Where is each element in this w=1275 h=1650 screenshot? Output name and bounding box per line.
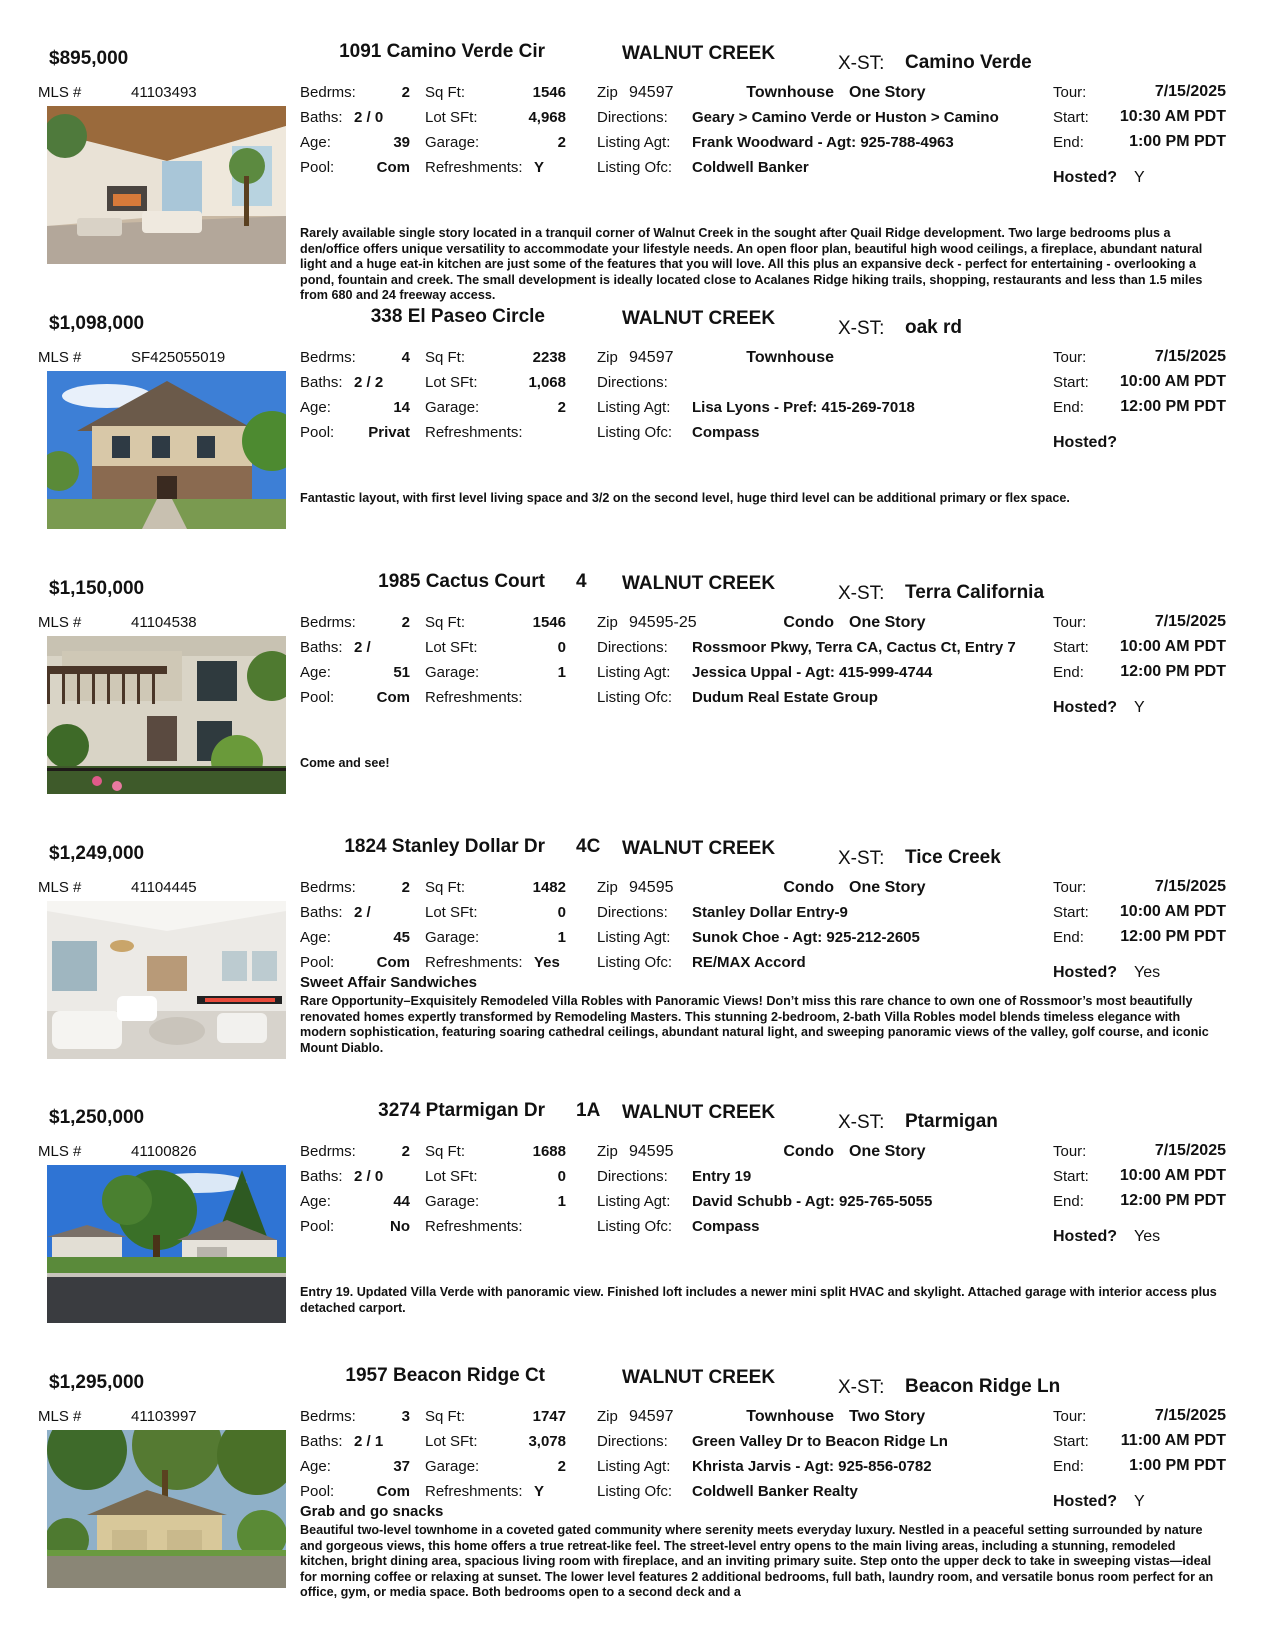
garage-label: Garage: [425, 1193, 480, 1210]
baths-label: Baths: [300, 109, 343, 126]
start-label: Start: [1053, 374, 1089, 391]
property-type: Townhouse [746, 349, 834, 366]
baths-value: 2 / [354, 904, 371, 921]
baths-label: Baths: [300, 1168, 343, 1185]
mls-label: MLS # [38, 879, 82, 896]
baths-value: 2 / 1 [354, 1433, 384, 1450]
end-label: End: [1053, 134, 1084, 151]
agent-value: Lisa Lyons - Pref: 415-269-7018 [692, 399, 915, 416]
directions-label: Directions: [597, 639, 668, 656]
bedrooms-label: Bedrms: [300, 879, 356, 896]
lot-value: 3,078 [528, 1433, 566, 1450]
listing-card [0, 568, 1275, 830]
tour-date: 7/15/2025 [1154, 1142, 1226, 1159]
sqft-label: Sq Ft: [425, 879, 466, 896]
property-type: Condo [783, 879, 834, 896]
listing-city: WALNUT CREEK [622, 43, 776, 64]
pool-label: Pool: [300, 954, 335, 971]
office-label: Listing Ofc: [597, 1218, 673, 1235]
refreshments-label: Refreshments: [425, 1483, 523, 1500]
zip-value: 94597 [629, 349, 674, 366]
agent-value: Jessica Uppal - Agt: 415-999-4744 [692, 664, 933, 681]
listing-address: 1091 Camino Verde Cir [339, 41, 545, 62]
mls-label: MLS # [38, 1143, 82, 1160]
office-value: Compass [692, 1218, 760, 1235]
pool-value: Com [376, 689, 410, 706]
end-label: End: [1053, 664, 1084, 681]
refreshments-label: Refreshments: [425, 954, 523, 971]
agent-label: Listing Agt: [597, 1458, 671, 1475]
tour-label: Tour: [1053, 879, 1087, 896]
agent-label: Listing Agt: [597, 929, 671, 946]
agent-label: Listing Agt: [597, 664, 671, 681]
agent-label: Listing Agt: [597, 134, 671, 151]
office-label: Listing Ofc: [597, 424, 673, 441]
pool-label: Pool: [300, 1218, 335, 1235]
cross-street-label: X-ST: [838, 53, 885, 74]
listing-description: Fantastic layout, with first level living space and 3/2 on the second level, huge third level can be additional primary or flex space. [300, 491, 1070, 505]
agent-label: Listing Agt: [597, 1193, 671, 1210]
pool-value: Com [376, 1483, 410, 1500]
listing-city: WALNUT CREEK [622, 838, 776, 859]
hosted-label: Hosted? [1053, 1493, 1117, 1510]
hosted-value: Y [1134, 169, 1145, 186]
refreshments-label: Refreshments: [425, 424, 523, 441]
zip-value: 94595 [629, 1143, 674, 1160]
pool-label: Pool: [300, 424, 335, 441]
zip-value: 94595-25 [629, 614, 697, 631]
zip-label: Zip [597, 349, 618, 366]
tour-date: 7/15/2025 [1154, 878, 1226, 895]
listing-unit: 1A [576, 1100, 601, 1121]
office-label: Listing Ofc: [597, 1483, 673, 1500]
cross-street-label: X-ST: [838, 1112, 885, 1133]
end-time: 1:00 PM PDT [1129, 133, 1226, 150]
cross-street-label: X-ST: [838, 1377, 885, 1398]
refreshments-label: Refreshments: [425, 159, 523, 176]
office-label: Listing Ofc: [597, 689, 673, 706]
garage-label: Garage: [425, 1458, 480, 1475]
zip-value: 94597 [629, 84, 674, 101]
age-value: 44 [393, 1193, 410, 1210]
mls-number: 41104445 [131, 879, 197, 896]
office-value: RE/MAX Accord [692, 954, 806, 971]
listing-address: 1957 Beacon Ridge Ct [345, 1365, 545, 1386]
pool-value: Privat [368, 424, 410, 441]
garage-value: 2 [557, 399, 566, 416]
mls-number: 41100826 [131, 1143, 197, 1160]
listing-card [0, 303, 1275, 565]
baths-value: 2 / 0 [354, 1168, 384, 1185]
refreshments-note: Grab and go snacks [300, 1503, 444, 1520]
listing-photo [47, 371, 286, 529]
refreshments-label: Refreshments: [425, 1218, 523, 1235]
listing-description: Beautiful two-level townhome in a coveted gated community where serenity meets everyday luxury. Nestled in a peaceful setting surrounded by nature and gorgeous views, this home offers a true retreat-like feel. The street-level entry opens to the main living areas, including a stunning, remodeled kitchen, bright dining area, spacious living room with fireplace, and an inviting primary suite. Step onto the upper deck to take in sweeping vistas—ideal for morning coffee or relaxing at sunset. The lower level features 2 additional bedrooms, full bath, laundry room, and versatile bonus room perfect for an office, gym, or media space. Both bedrooms open to a second deck and a [300, 1523, 1214, 1600]
office-label: Listing Ofc: [597, 159, 673, 176]
start-time: 10:00 AM PDT [1119, 638, 1226, 655]
sqft-value: 1688 [532, 1143, 566, 1160]
garage-label: Garage: [425, 664, 480, 681]
listing-card [0, 38, 1275, 303]
age-label: Age: [300, 1193, 331, 1210]
start-label: Start: [1053, 1168, 1089, 1185]
listing-unit: 4C [576, 836, 601, 857]
listing-address: 338 El Paseo Circle [370, 306, 545, 327]
mls-number: 41103493 [131, 84, 197, 101]
listing-address: 3274 Ptarmigan Dr [378, 1100, 545, 1121]
listing-photo [47, 636, 286, 794]
hosted-label: Hosted? [1053, 169, 1117, 186]
baths-label: Baths: [300, 374, 343, 391]
hosted-label: Hosted? [1053, 1228, 1117, 1245]
property-story: One Story [849, 879, 926, 896]
zip-label: Zip [597, 614, 618, 631]
start-time: 11:00 AM PDT [1120, 1432, 1226, 1449]
end-time: 12:00 PM PDT [1120, 398, 1226, 415]
directions-value: Rossmoor Pkwy, Terra CA, Cactus Ct, Entry 7 [692, 639, 1016, 656]
tour-label: Tour: [1053, 1143, 1087, 1160]
office-value: Compass [692, 424, 760, 441]
end-time: 12:00 PM PDT [1120, 663, 1226, 680]
hosted-value: Y [1134, 699, 1145, 716]
tour-date: 7/15/2025 [1154, 1407, 1226, 1424]
sqft-label: Sq Ft: [425, 349, 466, 366]
zip-value: 94595 [629, 879, 674, 896]
lot-value: 0 [557, 904, 566, 921]
directions-label: Directions: [597, 1168, 668, 1185]
sqft-label: Sq Ft: [425, 1143, 466, 1160]
cross-street-value: Camino Verde [905, 52, 1032, 73]
agent-label: Listing Agt: [597, 399, 671, 416]
directions-value: Entry 19 [692, 1168, 752, 1185]
lot-label: Lot SFt: [425, 374, 478, 391]
sqft-value: 1546 [532, 614, 566, 631]
age-label: Age: [300, 399, 331, 416]
directions-label: Directions: [597, 374, 668, 391]
listing-photo [47, 106, 286, 264]
listing-city: WALNUT CREEK [622, 308, 776, 329]
listing-city: WALNUT CREEK [622, 573, 776, 594]
start-time: 10:00 AM PDT [1119, 1167, 1226, 1184]
lot-label: Lot SFt: [425, 639, 478, 656]
end-time: 12:00 PM PDT [1120, 928, 1226, 945]
garage-label: Garage: [425, 929, 480, 946]
directions-value: Green Valley Dr to Beacon Ridge Ln [692, 1433, 948, 1450]
end-label: End: [1053, 399, 1084, 416]
listing-description: Entry 19. Updated Villa Verde with panoramic view. Finished loft includes a newer mini split HVAC and skylight. Attached garage with interior access plus detached carport. [300, 1285, 1217, 1315]
baths-value: 2 / 0 [354, 109, 384, 126]
mls-number: 41103997 [131, 1408, 197, 1425]
listing-price: $1,150,000 [49, 578, 145, 599]
listing-city: WALNUT CREEK [622, 1102, 776, 1123]
bedrooms-value: 3 [401, 1408, 410, 1425]
age-value: 45 [393, 929, 410, 946]
tour-date: 7/15/2025 [1154, 83, 1226, 100]
sqft-value: 1482 [532, 879, 566, 896]
property-type: Condo [783, 1143, 834, 1160]
office-label: Listing Ofc: [597, 954, 673, 971]
age-value: 51 [393, 664, 410, 681]
lot-label: Lot SFt: [425, 904, 478, 921]
garage-value: 1 [557, 929, 566, 946]
garage-value: 1 [557, 664, 566, 681]
tour-date: 7/15/2025 [1154, 613, 1226, 630]
property-type: Townhouse [746, 1408, 834, 1425]
bedrooms-value: 2 [401, 879, 410, 896]
start-label: Start: [1053, 639, 1089, 656]
listing-address: 1985 Cactus Court [378, 571, 545, 592]
office-value: Coldwell Banker Realty [692, 1483, 858, 1500]
bedrooms-label: Bedrms: [300, 1143, 356, 1160]
cross-street-label: X-ST: [838, 583, 885, 604]
listing-card [0, 1097, 1275, 1359]
property-story: Two Story [849, 1408, 926, 1425]
listing-price: $1,250,000 [49, 1107, 145, 1128]
baths-label: Baths: [300, 1433, 343, 1450]
zip-label: Zip [597, 1143, 618, 1160]
listing-photo [47, 1165, 286, 1323]
garage-value: 1 [557, 1193, 566, 1210]
mls-label: MLS # [38, 614, 82, 631]
listing-price: $895,000 [49, 48, 129, 69]
pool-label: Pool: [300, 1483, 335, 1500]
cross-street-value: Ptarmigan [905, 1111, 998, 1132]
sqft-value: 1546 [532, 84, 566, 101]
cross-street-label: X-ST: [838, 318, 885, 339]
bedrooms-label: Bedrms: [300, 84, 356, 101]
bedrooms-label: Bedrms: [300, 614, 356, 631]
lot-value: 4,968 [528, 109, 566, 126]
office-value: Coldwell Banker [692, 159, 809, 176]
hosted-value: Y [1134, 1493, 1145, 1510]
start-time: 10:00 AM PDT [1119, 373, 1226, 390]
refreshments-label: Refreshments: [425, 689, 523, 706]
refreshments-value: Yes [534, 954, 560, 971]
start-label: Start: [1053, 1433, 1089, 1450]
refreshments-note: Sweet Affair Sandwiches [300, 974, 477, 991]
lot-value: 0 [557, 1168, 566, 1185]
tour-label: Tour: [1053, 614, 1087, 631]
refreshments-value: Y [534, 1483, 545, 1500]
tour-label: Tour: [1053, 84, 1087, 101]
office-value: Dudum Real Estate Group [692, 689, 878, 706]
directions-label: Directions: [597, 1433, 668, 1450]
hosted-value: Yes [1134, 1228, 1161, 1245]
pool-label: Pool: [300, 159, 335, 176]
listing-description: Rare Opportunity–Exquisitely Remodeled Villa Robles with Panoramic Views! Don’t miss this rare chance to own one of Rossmoor’s most beautifully renovated homes expertly transformed by Remodeling Masters. This stunning 2-bedroom, 2-bath Villa Robles model blends timeless elegance with modern sophistication, featuring soaring cathedral ceilings, abundant natural light, and sweeping panoramic views of the valley, golf course, and iconic Mount Diablo. [300, 994, 1209, 1055]
garage-label: Garage: [425, 134, 480, 151]
lot-label: Lot SFt: [425, 1433, 478, 1450]
sqft-value: 2238 [532, 349, 566, 366]
property-type: Condo [783, 614, 834, 631]
listing-photo [47, 901, 286, 1059]
directions-label: Directions: [597, 109, 668, 126]
pool-label: Pool: [300, 689, 335, 706]
age-value: 39 [393, 134, 410, 151]
baths-value: 2 / 2 [354, 374, 384, 391]
lot-label: Lot SFt: [425, 109, 478, 126]
agent-value: Sunok Choe - Agt: 925-212-2605 [692, 929, 920, 946]
mls-label: MLS # [38, 1408, 82, 1425]
start-time: 10:30 AM PDT [1119, 108, 1226, 125]
listing-description: Come and see! [300, 756, 390, 770]
end-label: End: [1053, 1193, 1084, 1210]
baths-value: 2 / [354, 639, 371, 656]
directions-value: Geary > Camino Verde or Huston > Camino [692, 109, 999, 126]
directions-label: Directions: [597, 904, 668, 921]
age-value: 37 [393, 1458, 410, 1475]
refreshments-value: Y [534, 159, 545, 176]
agent-value: David Schubb - Agt: 925-765-5055 [692, 1193, 933, 1210]
property-story: One Story [849, 84, 926, 101]
cross-street-value: Terra California [905, 582, 1045, 603]
baths-label: Baths: [300, 639, 343, 656]
zip-label: Zip [597, 84, 618, 101]
mls-number: 41104538 [131, 614, 197, 631]
tour-date: 7/15/2025 [1154, 348, 1226, 365]
age-label: Age: [300, 1458, 331, 1475]
end-label: End: [1053, 929, 1084, 946]
listing-price: $1,295,000 [49, 1372, 145, 1393]
zip-label: Zip [597, 879, 618, 896]
lot-label: Lot SFt: [425, 1168, 478, 1185]
cross-street-value: oak rd [905, 317, 963, 338]
cross-street-label: X-ST: [838, 848, 885, 869]
agent-value: Khrista Jarvis - Agt: 925-856-0782 [692, 1458, 932, 1475]
end-time: 12:00 PM PDT [1120, 1192, 1226, 1209]
bedrooms-label: Bedrms: [300, 1408, 356, 1425]
hosted-value: Yes [1134, 964, 1161, 981]
garage-value: 2 [557, 1458, 566, 1475]
lot-value: 0 [557, 639, 566, 656]
mls-label: MLS # [38, 84, 82, 101]
listing-card [0, 1362, 1275, 1624]
hosted-label: Hosted? [1053, 699, 1117, 716]
sqft-label: Sq Ft: [425, 614, 466, 631]
agent-value: Frank Woodward - Agt: 925-788-4963 [692, 134, 954, 151]
listing-photo [47, 1430, 286, 1588]
age-value: 14 [393, 399, 410, 416]
directions-value: Stanley Dollar Entry-9 [692, 904, 848, 921]
sqft-label: Sq Ft: [425, 1408, 466, 1425]
cross-street-value: Tice Creek [905, 847, 1001, 868]
hosted-label: Hosted? [1053, 964, 1117, 981]
zip-value: 94597 [629, 1408, 674, 1425]
tour-label: Tour: [1053, 349, 1087, 366]
mls-label: MLS # [38, 349, 82, 366]
bedrooms-value: 2 [401, 614, 410, 631]
property-type: Townhouse [746, 84, 834, 101]
bedrooms-value: 4 [401, 349, 410, 366]
start-label: Start: [1053, 109, 1089, 126]
listing-address: 1824 Stanley Dollar Dr [344, 836, 545, 857]
cross-street-value: Beacon Ridge Ln [905, 1376, 1061, 1397]
listing-unit: 4 [576, 571, 587, 592]
tour-label: Tour: [1053, 1408, 1087, 1425]
start-time: 10:00 AM PDT [1119, 903, 1226, 920]
zip-label: Zip [597, 1408, 618, 1425]
bedrooms-label: Bedrms: [300, 349, 356, 366]
end-label: End: [1053, 1458, 1084, 1475]
property-story: One Story [849, 1143, 926, 1160]
garage-value: 2 [557, 134, 566, 151]
age-label: Age: [300, 929, 331, 946]
pool-value: Com [376, 954, 410, 971]
pool-value: No [390, 1218, 410, 1235]
garage-label: Garage: [425, 399, 480, 416]
listing-price: $1,098,000 [49, 313, 145, 334]
sqft-value: 1747 [532, 1408, 566, 1425]
listing-city: WALNUT CREEK [622, 1367, 776, 1388]
lot-value: 1,068 [528, 374, 566, 391]
age-label: Age: [300, 134, 331, 151]
mls-number: SF425055019 [131, 349, 226, 366]
listing-price: $1,249,000 [49, 843, 145, 864]
bedrooms-value: 2 [401, 84, 410, 101]
property-story: One Story [849, 614, 926, 631]
pool-value: Com [376, 159, 410, 176]
age-label: Age: [300, 664, 331, 681]
bedrooms-value: 2 [401, 1143, 410, 1160]
hosted-label: Hosted? [1053, 434, 1117, 451]
end-time: 1:00 PM PDT [1129, 1457, 1226, 1474]
sqft-label: Sq Ft: [425, 84, 466, 101]
start-label: Start: [1053, 904, 1089, 921]
baths-label: Baths: [300, 904, 343, 921]
listing-description: Rarely available single story located in a tranquil corner of Walnut Creek in the sought after Quail Ridge development. Two large bedrooms plus a den/office offers unique versatility to accommodate your lifestyle needs. An open floor plan, beautiful high wood ceilings, a fireplace, abundant natural light and a huge eat-in kitchen are just some of the features that you will love. All this plus an expansive deck - perfect for entertaining - overlooking a pond, fountain and creek. The small development is ideally located close to Acalanes Ridge hiking trails, shopping, restaurants and less than 1.5 miles from 680 and 24 freeway access. [300, 226, 1203, 303]
listing-card [0, 833, 1275, 1095]
